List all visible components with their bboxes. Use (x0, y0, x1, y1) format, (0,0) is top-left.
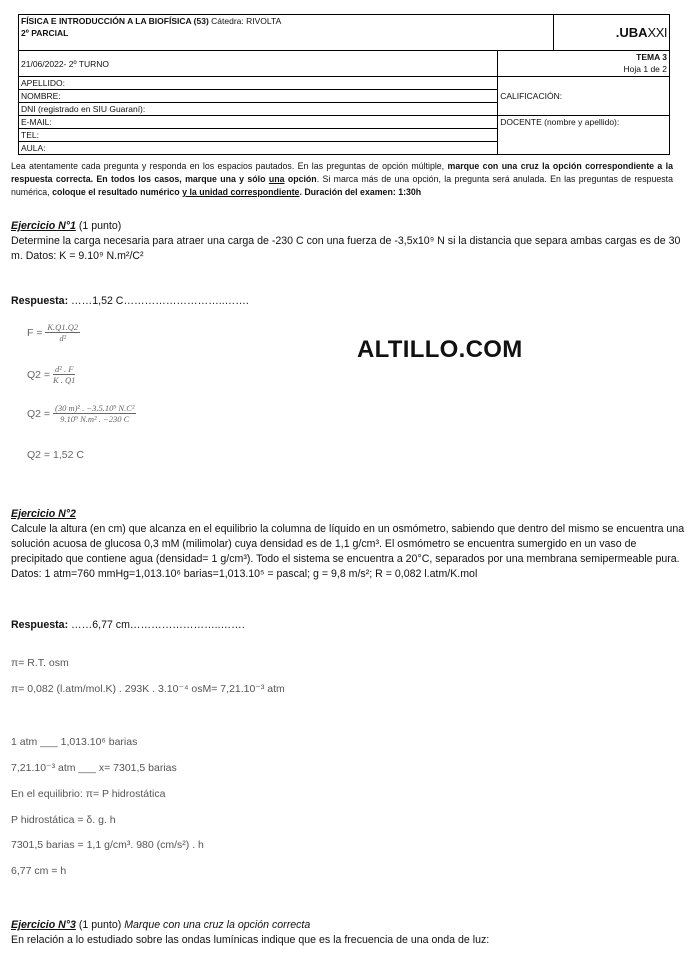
work-line: 1 atm ___ 1,013.10⁶ barias (11, 736, 138, 748)
fraction-numerator: d² . F (53, 364, 75, 375)
fraction (53, 364, 75, 386)
watermark: ALTILLO.COM (357, 336, 523, 363)
exercise-1-statement: Determine la carga necesaria para atraer una carga de -230 C con una fuerza de -3,5x10⁹ N si la distancia que separa ambas cargas es de 30 m. Datos: K = 9.10⁹ N.m²/C² (11, 235, 681, 262)
date-turno: 21/06/2022- 2º TURNO (21, 58, 109, 69)
exercise-3-points: (1 punto) (75, 919, 125, 931)
formula-lhs: F = (27, 326, 46, 339)
exercise-2 (11, 507, 691, 582)
fraction (45, 322, 80, 344)
tel-field: TEL: (19, 129, 498, 142)
exam-instructions (11, 160, 673, 199)
fraction-denominator: 9.10⁹ N.m² . −230 C (60, 414, 130, 424)
work-line: 7301,5 barias = 1,1 g/cm³. 980 (cm/s²) . h (11, 839, 204, 851)
exercise-3-title: Ejercicio N°3 (11, 919, 76, 931)
apellido-field: APELLIDO: (19, 77, 498, 90)
formula-result: Q2 = 1,52 C (27, 449, 84, 461)
exercise-3-instruction: Marque con una cruz la opción correcta (124, 919, 311, 931)
parcial-label: 2º PARCIAL (21, 28, 69, 38)
aula-field: AULA: (19, 142, 498, 155)
exercise-1-answer (11, 294, 691, 309)
uba-logo (554, 15, 670, 51)
instructions-underline: una (268, 174, 285, 184)
course-name: FÍSICA E INTRODUCCIÓN A LA BIOFÍSICA (53) (21, 16, 209, 26)
work-line: π= R.T. osm (11, 657, 69, 669)
instructions-bold: coloque el resultado numérico (52, 187, 183, 197)
formula-lhs: Q2 = (27, 368, 53, 381)
hoja: Hoja 1 de 2 (623, 64, 667, 74)
fraction-numerator: K.Q1.Q2 (47, 322, 79, 332)
exercise-2-answer (11, 618, 691, 633)
instructions-underline: y la unidad correspondiente (182, 187, 300, 197)
catedra: Cátedra: RIVOLTA (211, 16, 282, 26)
exercise-2-statement: Calcule la altura (en cm) que alcanza en el equilibrio la columna de líquido en un osmómetro, sabiendo que dentro del mismo se encuentra una solución acuosa de glucosa 0,3 mM (milimolar) cuya densidad es de 1,1 g/cm³. El osmómetro se encuentra sumergido en un vaso de precipitado que contiene agua (densidad= 1 g/cm³). Todo el sistema se encuentra a 20°C, separados por una membrana semipermeable pura. Datos: 1 atm=760 mmHg=1,013.10⁶ barias=1,013.10⁵ = pascal; g = 9,8 m/s²; R = 0,082 l.atm/K.mol (11, 523, 685, 580)
fraction-denominator: K . Q1 (52, 375, 76, 385)
calificacion-field: CALIFICACIÓN: (498, 77, 670, 116)
instructions-bold: marque con una cruz la opción correspondiente a la respuesta correcta. En todos los casos, marque una y sólo (11, 161, 674, 184)
work-line: En el equilibrio: π= P hidrostática (11, 788, 166, 800)
email-field: E-MAIL: (19, 116, 498, 129)
fraction-numerator: (30 m)² . −3.5.10⁹ N.C² (54, 403, 135, 413)
date-turno-cell (19, 51, 498, 77)
formula-q2-substituted (27, 403, 136, 425)
work-line: P hidrostática = δ. g. h (11, 814, 116, 826)
instructions-bold: opción (284, 174, 317, 184)
answer-value: ……1,52 C………………………..……. (68, 295, 249, 307)
instructions-text: . Si marca más de una opción, la pregunta será anulada. En las preguntas de respuesta numérica, (11, 174, 674, 197)
nombre-field: NOMBRE: (19, 90, 498, 103)
answer-value: ……6,77 cm……………………..……. (68, 619, 245, 631)
exam-header-table (18, 14, 670, 155)
exercise-1-title: Ejercicio N°1 (11, 220, 76, 232)
exercise-1 (11, 219, 691, 264)
uba-logo-suffix: XXI (647, 24, 667, 40)
course-cell (19, 15, 554, 51)
instructions-bold: . Duración del examen: 1:30h (299, 187, 422, 197)
work-line: 7,21.10⁻³ atm ___ x= 7301,5 barias (11, 762, 177, 774)
exercise-1-points: (1 punto) (75, 220, 122, 232)
docente-field: DOCENTE (nombre y apellido): (498, 116, 670, 155)
formula-lhs: Q2 = (27, 407, 53, 420)
instructions-text: Lea atentamente cada pregunta y responda en los espacios pautados. En las preguntas de opción múltiple, (11, 161, 448, 171)
dni-field: DNI (registrado en SIU Guaraní): (19, 103, 498, 116)
exercise-3 (11, 918, 691, 948)
exercise-3-statement: En relación a lo estudiado sobre las ondas lumínicas indique que es la frecuencia de una onda de luz: (11, 934, 490, 946)
formula-q2 (27, 364, 75, 386)
formula-coulomb (27, 322, 80, 344)
uba-logo-main: .UBA (615, 24, 648, 40)
fraction-denominator: d² (59, 333, 67, 343)
tema: TEMA 3 (636, 52, 667, 62)
work-line: π= 0,082 (l.atm/mol.K) . 293K . 3.10⁻⁴ osM= 7,21.10⁻³ atm (11, 683, 285, 695)
answer-label: Respuesta: (11, 619, 69, 631)
answer-label: Respuesta: (11, 295, 69, 307)
exercise-2-title: Ejercicio N°2 (11, 508, 76, 520)
work-line: 6,77 cm = h (11, 865, 67, 877)
fraction (53, 403, 136, 425)
tema-cell (498, 51, 670, 77)
